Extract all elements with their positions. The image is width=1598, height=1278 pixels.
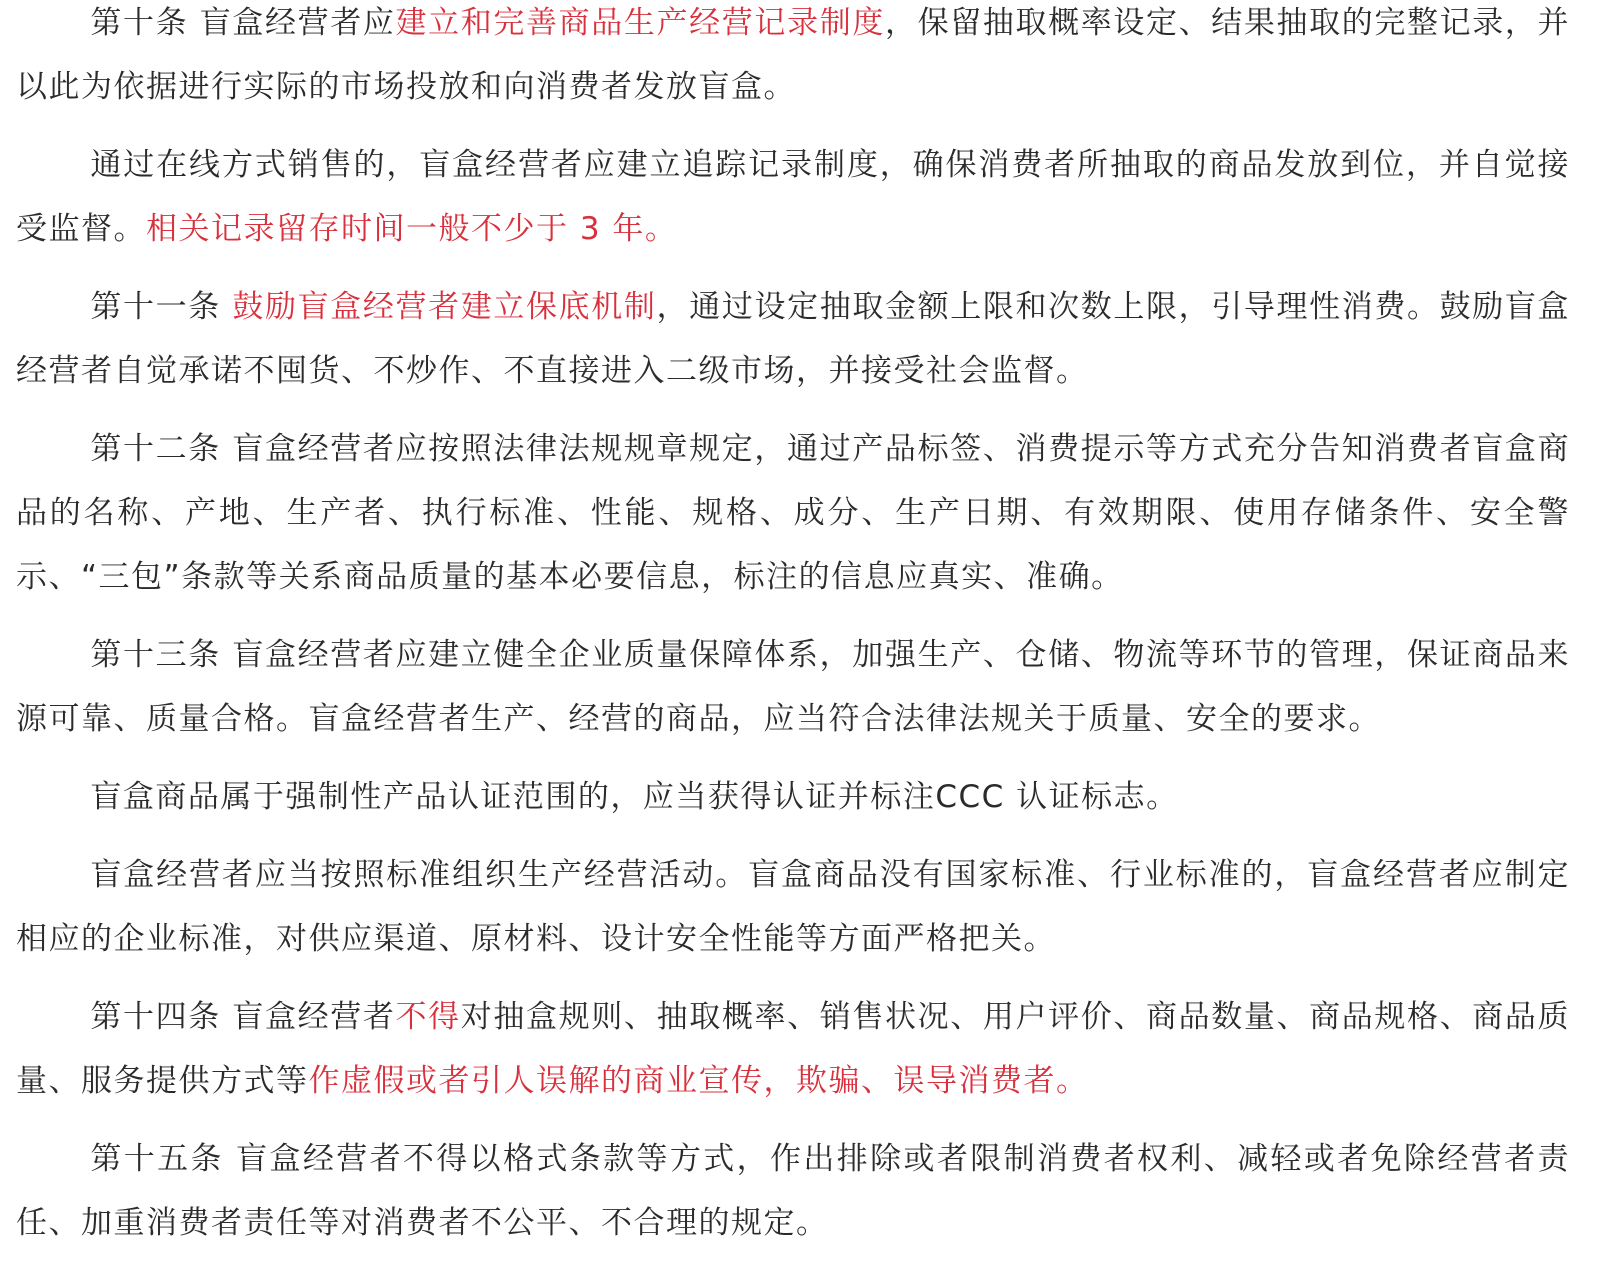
text-segment: 第十五条 盲盒经营者不得以格式条款等方式，作出排除或者限制消费者权利、减轻或者免除经营者责任、加重消费者责任等对消费者不公平、不合理的规定。 [16,1141,1570,1241]
text-segment: 第十条 盲盒经营者应 [90,5,396,41]
text-segment: 第十三条 盲盒经营者应建立健全企业质量保障体系，加强生产、仓储、物流等环节的管理，保证商品来源可靠、质量合格。盲盒经营者生产、经营的商品，应当符合法律法规关于质量、安全的要求。 [16,637,1570,737]
text-segment: 对抽盒规则、抽取概率、销售状况、用户评价、商品数量、商品规格、商品质量、服务提供方式等 [16,999,1571,1099]
highlighted-text: 作虚假或者引人误解的商业宣传，欺骗、误导消费者。 [308,1063,1089,1099]
paragraph-ccc-certification [16,765,1570,829]
text-segment: 第十二条 盲盒经营者应按照法律法规规章规定，通过产品标签、消费提示等方式充分告知消费者盲盒商品的名称、产地、生产者、执行标准、性能、规格、成分、生产日期、有效期限、使用存储条件、安全警示、“三包”条款等关系商品质量的基本必要信息，标注的信息应真实、准确。 [16,431,1570,595]
highlighted-text: 鼓励盲盒经营者建立保底机制 [232,289,657,325]
paragraph-article-13 [16,623,1570,751]
paragraph-article-10 [16,0,1570,119]
text-segment: 第十一条 [90,289,233,325]
paragraph-article-12 [16,417,1570,609]
highlighted-text: 相关记录留存时间一般不少于 3 年。 [146,211,678,247]
highlighted-text: 不得 [395,999,461,1035]
text-segment: 第十四条 盲盒经营者 [90,999,396,1035]
text-segment: 盲盒商品属于强制性产品认证范围的，应当获得认证并标注CCC 认证标志。 [90,779,1179,815]
text-segment: 盲盒经营者应当按照标准组织生产经营活动。盲盒商品没有国家标准、行业标准的，盲盒经营者应制定相应的企业标准，对供应渠道、原材料、设计安全性能等方面严格把关。 [16,857,1570,957]
text-segment: ，通过设定抽取金额上限和次数上限，引导理性消费。鼓励盲盒经营者自觉承诺不囤货、不炒作、不直接进入二级市场，并接受社会监督。 [16,289,1571,389]
paragraph-standards [16,843,1570,971]
highlighted-text: 建立和完善商品生产经营记录制度 [395,5,885,41]
paragraph-article-14 [16,985,1570,1113]
text-segment: 通过在线方式销售的，盲盒经营者应建立追踪记录制度，确保消费者所抽取的商品发放到位，并自觉接受监督。 [16,147,1570,247]
paragraph-article-11 [16,275,1570,403]
text-segment: ，保留抽取概率设定、结果抽取的完整记录，并以此为依据进行实际的市场投放和向消费者发放盲盒。 [16,5,1571,105]
paragraph-online-sales [16,133,1570,261]
paragraph-article-15 [16,1127,1570,1255]
